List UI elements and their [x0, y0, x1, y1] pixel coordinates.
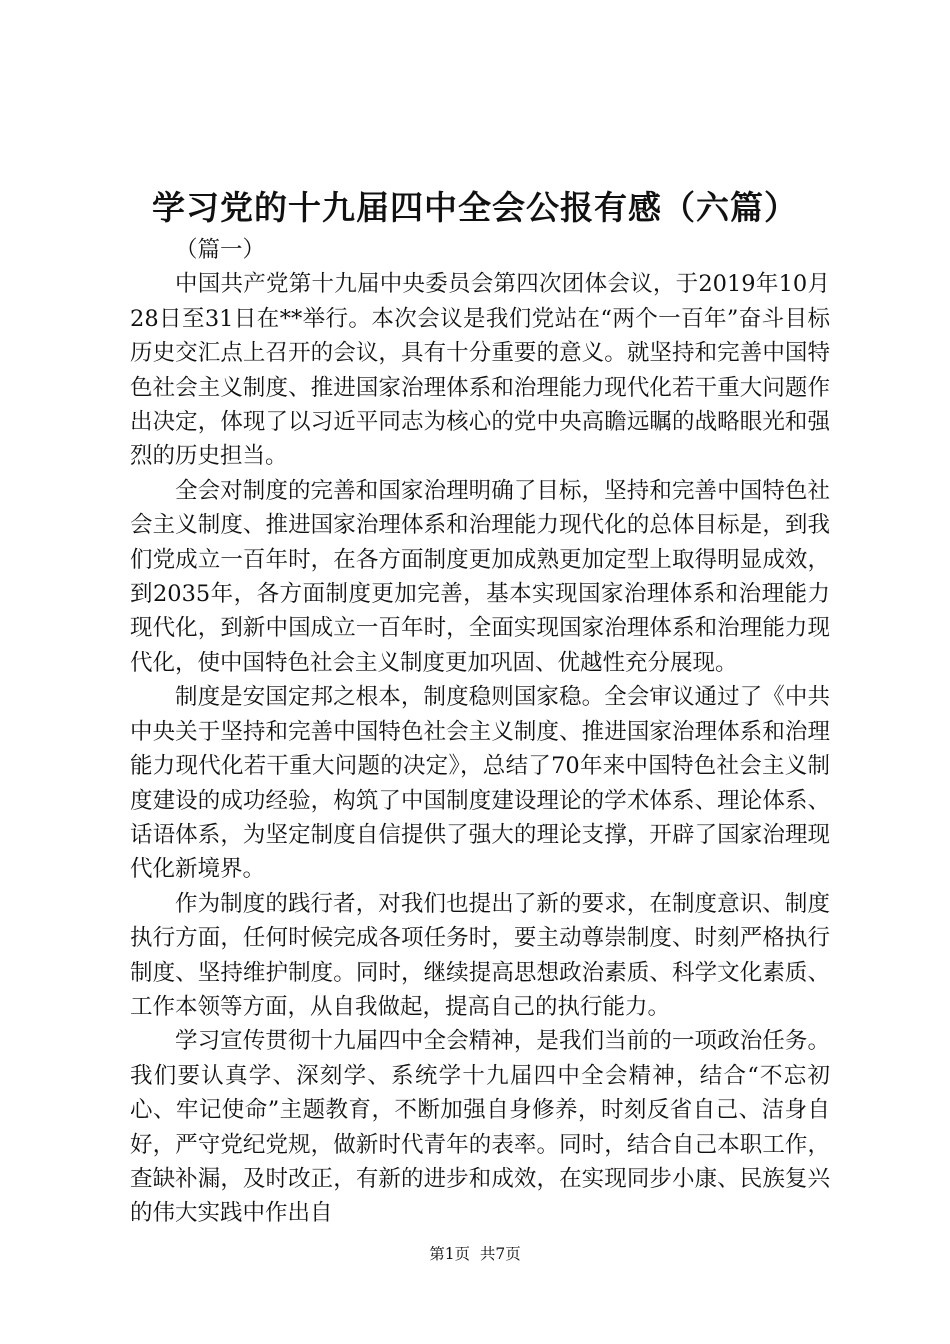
- paragraph: 制度是安国定邦之根本，制度稳则国家稳。全会审议通过了《中共中央关于坚持和完善中国特色社会主义制度、推进国家治理体系和治理能力现代化若干重大问题的决定》，总结了70年来中国特色社会主义制度建设的成功经验，构筑了中国制度建设理论的学术体系、理论体系、话语体系，为坚定制度自信提供了强大的理论支撑，开辟了国家治理现代化新境界。: [130, 684, 830, 883]
- paragraph: 作为制度的践行者，对我们也提出了新的要求，在制度意识、制度执行方面，任何时候完成各项任务时，要主动尊崇制度、时刻严格执行制度、坚持维护制度。同时，继续提高思想政治素质、科学文化素质、工作本领等方面，从自我做起，提高自己的执行能力。: [130, 890, 830, 1020]
- section-label: （篇一）: [175, 237, 266, 263]
- document-body: [130, 233, 830, 1231]
- paragraph: 全会对制度的完善和国家治理明确了目标，坚持和完善中国特色社会主义制度、推进国家治理体系和治理能力现代化的总体目标是，到我们党成立一百年时，在各方面制度更加成熟更加定型上取得明显成效，到2035年，各方面制度更加完善，基本实现国家治理体系和治理能力现代化，到新中国成立一百年时，全面实现国家治理体系和治理能力现代化，使中国特色社会主义制度更加巩固、优越性充分展现。: [130, 477, 830, 676]
- document-title: 学习党的十九届四中全会公报有感（六篇）: [152, 188, 798, 227]
- page-number: 第1页: [429, 1245, 471, 1263]
- paragraph: 学习宣传贯彻十九届四中全会精神，是我们当前的一项政治任务。我们要认真学、深刻学、系统学十九届四中全会精神，结合“不忘初心、牢记使命”主题教育，不断加强自身修养，时刻反省自己、洁身自好，严守党纪党规，做新时代青年的表率。同时，结合自己本职工作，查缺补漏，及时改正，有新的进步和成效，在实现同步小康、民族复兴的伟大实践中作出自: [130, 1028, 830, 1227]
- paragraph: 中国共产党第十九届中央委员会第四次团体会议，于2019年10月28日至31日在**举行。本次会议是我们党站在“两个一百年”奋斗目标历史交汇点上召开的会议，具有十分重要的意义。就坚持和完善中国特色社会主义制度、推进国家治理体系和治理能力现代化若干重大问题作出决定，体现了以习近平同志为核心的党中央高瞻远瞩的战略眼光和强烈的历史担当。: [130, 271, 830, 470]
- page-total: 共7页: [479, 1245, 521, 1263]
- page-footer: [0, 1244, 950, 1264]
